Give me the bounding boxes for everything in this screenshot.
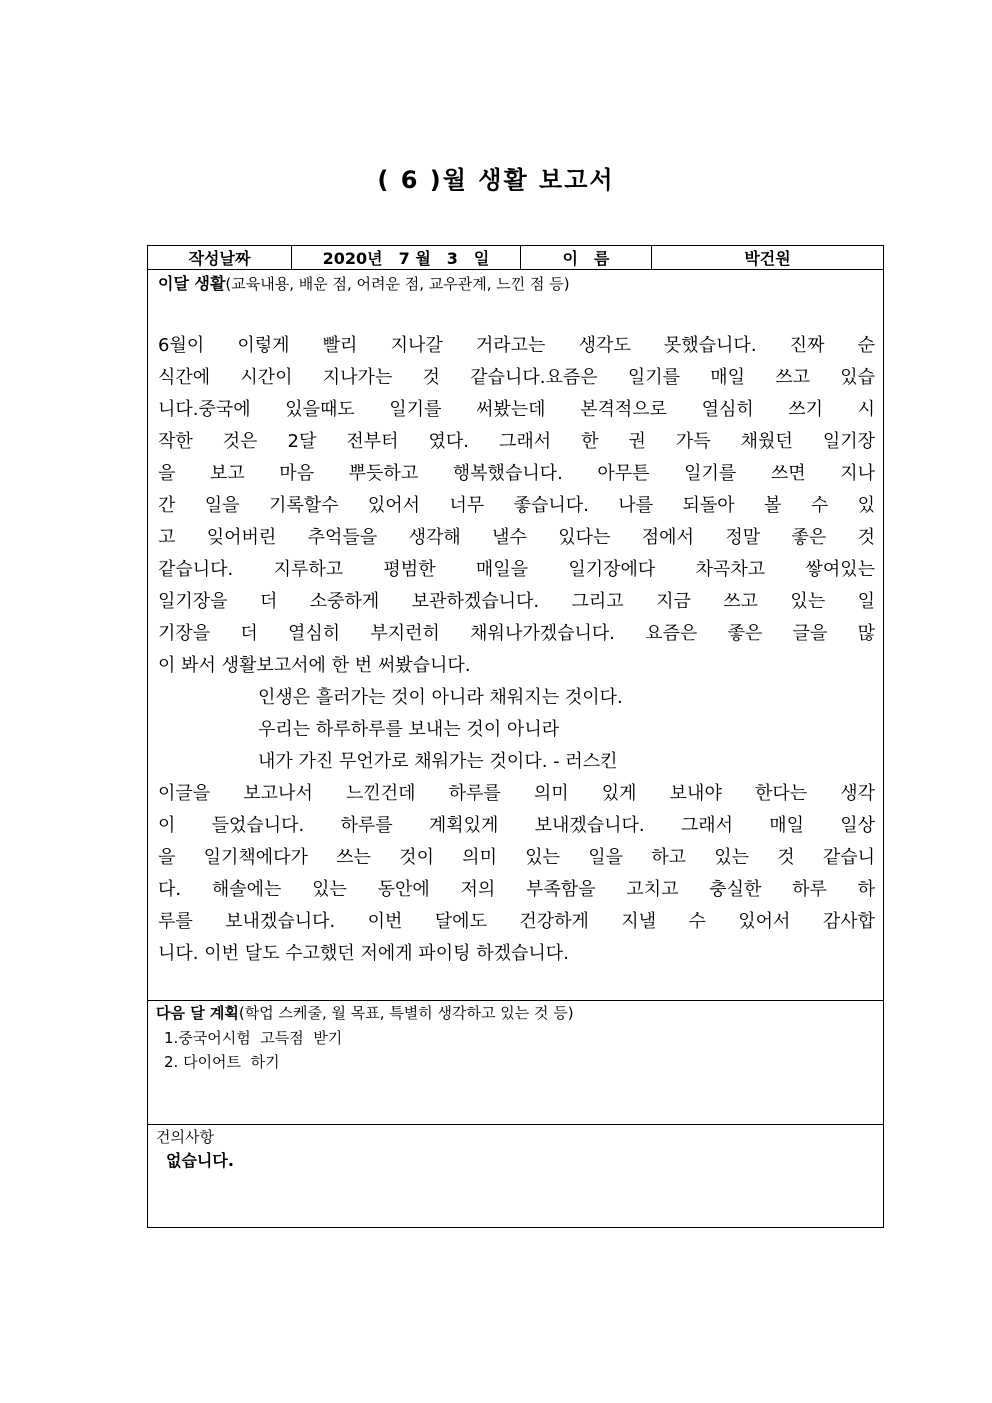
body-line: 을 보고 마음 뿌듯하고 행복했습니다. 아무튼 일기를 쓰면 지나 (158, 463, 875, 484)
quote-line: 인생은 흘러가는 것이 아니라 채워지는 것이다. (258, 687, 623, 708)
plan-item: 1.중국어시험 고득점 받기 (164, 1029, 343, 1047)
suggestions-section (147, 1125, 884, 1228)
header-row (147, 245, 884, 270)
next-month-title: 다음 달 계획 (156, 1004, 239, 1022)
report-form (147, 245, 884, 1228)
this-month-body (158, 330, 875, 970)
plan-item: 2. 다이어트 하기 (164, 1053, 280, 1071)
body-line: 같습니다. 지루하고 평범한 매일을 일기장에다 차곡차고 쌓여있는 (158, 559, 875, 580)
this-month-heading (158, 271, 875, 296)
plan-list (156, 1026, 875, 1074)
body-line: 작한 것은 2달 전부터 였다. 그래서 한 권 가득 채웠던 일기장 (158, 431, 875, 452)
body-line: 기장을 더 열심히 부지런히 채워나가겠습니다. 요즘은 좋은 글을 많 (158, 623, 875, 644)
body-line: 6월이 이렇게 빨리 지나갈 거라고는 생각도 못했습니다. 진짜 순 (158, 335, 875, 356)
suggestions-value: 없습니다. (166, 1151, 234, 1170)
this-month-note: (교육내용, 배운 점, 어려운 점, 교우관계, 느낀 점 등) (225, 275, 570, 293)
body-line: 이글을 보고나서 느낀건데 하루를 의미 있게 보내야 한다는 생각 (158, 783, 875, 804)
this-month-section (147, 270, 884, 1001)
body-line: 니다. 이번 달도 수고했던 저에게 파이팅 하겠습니다. (158, 943, 569, 964)
body-line: 고 잊어버린 추억들을 생각해 낼수 있다는 점에서 정말 좋은 것 (158, 527, 875, 548)
body-line: 니다.중국에 있을때도 일기를 써봤는데 본격적으로 열심히 쓰기 시 (158, 399, 875, 420)
body-line: 이 들었습니다. 하루를 계획있게 보내겠습니다. 그래서 매일 일상 (158, 815, 875, 836)
name-label: 이 름 (521, 246, 652, 269)
page-title: ( 6 )월 생활 보고서 (377, 166, 615, 194)
body-line: 일기장을 더 소중하게 보관하겠습니다. 그리고 지금 쓰고 있는 일 (158, 591, 875, 612)
next-month-note: (학업 스케줄, 월 목표, 특별히 생각하고 있는 것 등) (238, 1004, 574, 1022)
date-label: 작성날짜 (148, 246, 292, 269)
body-line: 을 일기책에다가 쓰는 것이 의미 있는 일을 하고 있는 것 같습니 (158, 847, 875, 868)
body-line: 루를 보내겠습니다. 이번 달에도 건강하게 지낼 수 있어서 감사합 (158, 911, 875, 932)
name-value: 박건원 (744, 249, 791, 268)
body-line: 간 일을 기록할수 있어서 너무 좋습니다. 나를 되돌아 볼 수 있 (158, 495, 875, 516)
suggestions-label: 건의사항 (156, 1128, 214, 1146)
next-month-section (147, 1001, 884, 1125)
body-line: 식간에 시간이 지나가는 것 같습니다.요즘은 일기를 매일 쓰고 있습 (158, 367, 875, 388)
next-month-heading (156, 1001, 875, 1026)
body-line: 다. 해솔에는 있는 동안에 저의 부족함을 고치고 충실한 하루 하 (158, 879, 875, 900)
this-month-title: 이달 생활 (158, 274, 226, 293)
quote-line: 내가 가진 무언가로 채워가는 것이다. - 러스킨 (258, 751, 618, 772)
body-line: 이 봐서 생활보고서에 한 번 써봤습니다. (158, 655, 471, 676)
date-value: 2020년 7 월 3 일 (292, 246, 521, 269)
quote-line: 우리는 하루하루를 보내는 것이 아니라 (258, 719, 560, 740)
